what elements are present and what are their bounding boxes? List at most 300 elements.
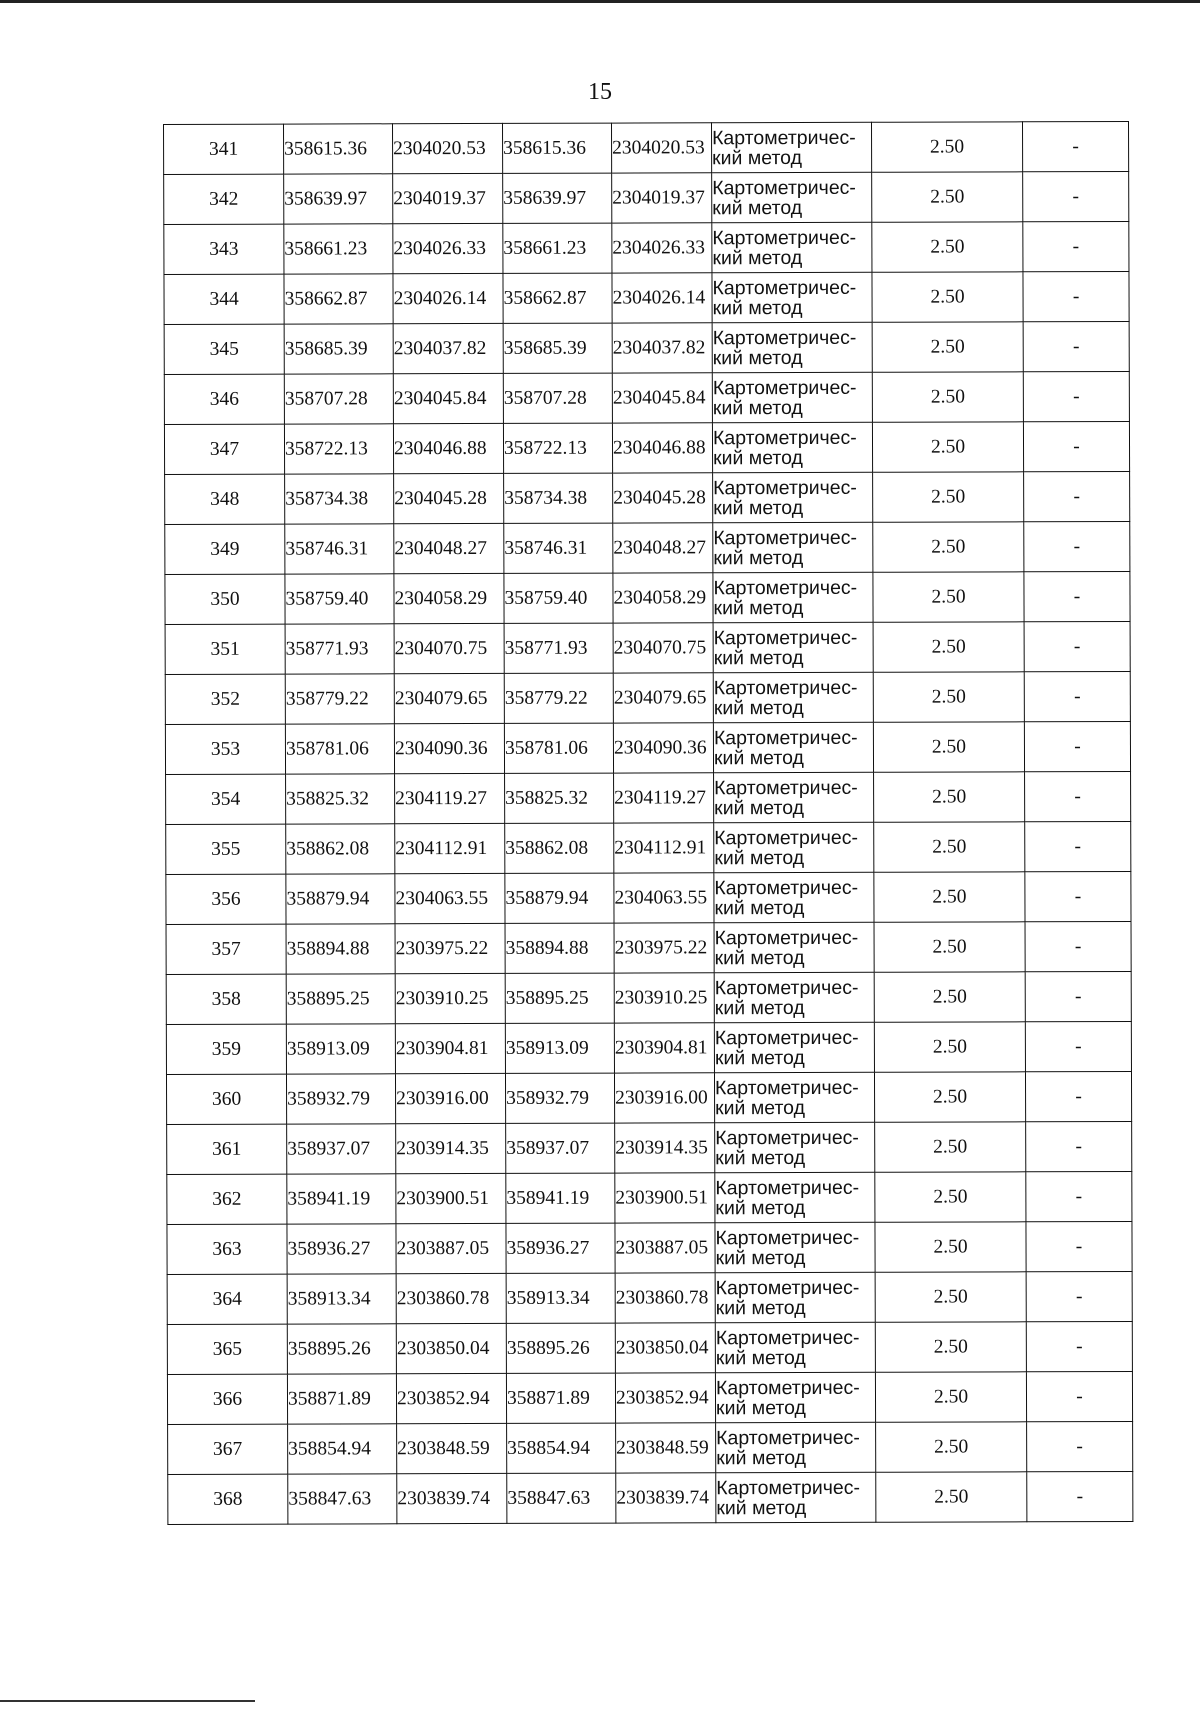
accuracy-cell: 2.50 bbox=[873, 522, 1024, 572]
y-coordinate-cell: 2304048.27 bbox=[613, 523, 713, 573]
note-cell: - bbox=[1027, 1421, 1133, 1471]
y-coordinate-cell: 2303916.00 bbox=[395, 1073, 505, 1123]
method-text-line2: кий метод bbox=[713, 446, 803, 469]
table-row bbox=[166, 821, 1131, 874]
point-number-cell: 358 bbox=[166, 974, 286, 1024]
top-border-line bbox=[0, 0, 1200, 3]
method-cell bbox=[714, 772, 874, 823]
note-cell: - bbox=[1025, 821, 1131, 871]
x-coordinate-cell: 358615.36 bbox=[502, 123, 611, 173]
accuracy-cell: 2.50 bbox=[872, 372, 1023, 422]
y-coordinate-cell: 2303975.22 bbox=[614, 923, 714, 973]
x-coordinate-cell: 358639.97 bbox=[503, 173, 612, 223]
note-cell: - bbox=[1025, 1071, 1131, 1121]
y-coordinate-cell: 2303904.81 bbox=[395, 1023, 505, 1073]
accuracy-cell: 2.50 bbox=[873, 472, 1024, 522]
x-coordinate-cell: 358759.40 bbox=[504, 573, 613, 623]
note-cell: - bbox=[1024, 471, 1130, 521]
method-text-line2: кий метод bbox=[713, 546, 804, 569]
y-coordinate-cell: 2303850.04 bbox=[615, 1323, 715, 1373]
x-coordinate-cell: 358781.06 bbox=[285, 724, 394, 774]
table-row bbox=[164, 321, 1129, 374]
table-row bbox=[168, 1471, 1133, 1524]
y-coordinate-cell: 2304045.84 bbox=[612, 373, 712, 423]
y-coordinate-cell: 2304112.91 bbox=[614, 823, 714, 873]
table-row bbox=[164, 171, 1129, 224]
x-coordinate-cell: 358746.31 bbox=[504, 523, 613, 573]
note-cell: - bbox=[1023, 271, 1129, 321]
y-coordinate-cell: 2303900.51 bbox=[615, 1173, 715, 1223]
accuracy-cell: 2.50 bbox=[875, 1222, 1026, 1272]
accuracy-cell: 2.50 bbox=[873, 722, 1024, 772]
y-coordinate-cell: 2303852.94 bbox=[615, 1373, 715, 1423]
note-cell: - bbox=[1025, 971, 1131, 1021]
x-coordinate-cell: 358847.63 bbox=[507, 1473, 616, 1523]
point-number-cell: 364 bbox=[167, 1274, 287, 1324]
y-coordinate-cell: 2304026.33 bbox=[612, 223, 712, 273]
note-cell: - bbox=[1027, 1471, 1133, 1521]
method-text-line2: кий метод bbox=[714, 996, 805, 1019]
accuracy-cell: 2.50 bbox=[875, 1272, 1026, 1322]
accuracy-cell: 2.50 bbox=[874, 972, 1025, 1022]
method-cell bbox=[712, 272, 872, 323]
method-cell bbox=[714, 972, 874, 1023]
method-text-line1: Картометричес- bbox=[715, 1176, 860, 1199]
method-cell bbox=[714, 1022, 874, 1073]
y-coordinate-cell: 2304119.27 bbox=[614, 773, 714, 823]
x-coordinate-cell: 358734.38 bbox=[504, 473, 613, 523]
y-coordinate-cell: 2303848.59 bbox=[616, 1423, 716, 1473]
table-row bbox=[164, 271, 1129, 324]
note-cell: - bbox=[1025, 1021, 1131, 1071]
method-text-line1: Картометричес- bbox=[712, 376, 857, 399]
method-cell bbox=[712, 422, 872, 473]
method-text-line2: кий метод bbox=[713, 746, 804, 769]
table-row bbox=[167, 1321, 1132, 1374]
y-coordinate-cell: 2304079.65 bbox=[394, 673, 504, 723]
table-row bbox=[166, 921, 1131, 974]
x-coordinate-cell: 358854.94 bbox=[288, 1424, 397, 1474]
accuracy-cell: 2.50 bbox=[873, 622, 1024, 672]
x-coordinate-cell: 358895.25 bbox=[505, 973, 614, 1023]
method-text-line2: кий метод bbox=[713, 496, 804, 519]
method-text-line1: Картометричес- bbox=[715, 1326, 860, 1349]
method-text-line1: Картометричес- bbox=[713, 576, 858, 599]
note-cell: - bbox=[1023, 421, 1129, 471]
method-text-line2: кий метод bbox=[713, 596, 804, 619]
method-cell bbox=[715, 1122, 875, 1173]
point-number-cell: 361 bbox=[167, 1124, 287, 1174]
method-text-line2: кий метод bbox=[714, 946, 805, 969]
y-coordinate-cell: 2303910.25 bbox=[614, 973, 714, 1023]
point-number-cell: 350 bbox=[165, 574, 285, 624]
method-cell bbox=[716, 1472, 876, 1523]
table-row bbox=[165, 571, 1130, 624]
method-cell bbox=[714, 872, 874, 923]
method-text-line2: кий метод bbox=[712, 246, 803, 269]
note-cell: - bbox=[1026, 1221, 1132, 1271]
y-coordinate-cell: 2304019.37 bbox=[612, 173, 712, 223]
method-text-line1: Картометричес- bbox=[714, 876, 859, 899]
method-text-line1: Картометричес- bbox=[714, 1026, 859, 1049]
method-cell bbox=[714, 922, 874, 973]
method-text-line1: Картометричес- bbox=[715, 1226, 860, 1249]
method-cell bbox=[713, 622, 873, 673]
note-cell: - bbox=[1026, 1171, 1132, 1221]
x-coordinate-cell: 358734.38 bbox=[285, 474, 394, 524]
note-cell: - bbox=[1026, 1271, 1132, 1321]
method-text-line2: кий метод bbox=[715, 1096, 805, 1119]
accuracy-cell: 2.50 bbox=[876, 1472, 1027, 1522]
method-cell bbox=[713, 672, 873, 723]
table-row bbox=[164, 371, 1129, 424]
x-coordinate-cell: 358662.87 bbox=[503, 273, 612, 323]
accuracy-cell: 2.50 bbox=[874, 1022, 1025, 1072]
table-row bbox=[167, 1271, 1132, 1324]
point-number-cell: 359 bbox=[166, 1024, 286, 1074]
method-text-line1: Картометричес- bbox=[712, 176, 856, 199]
point-number-cell: 355 bbox=[166, 824, 286, 874]
method-cell bbox=[715, 1322, 875, 1373]
x-coordinate-cell: 358746.31 bbox=[285, 524, 394, 574]
table-row bbox=[167, 1171, 1132, 1224]
y-coordinate-cell: 2304020.53 bbox=[611, 123, 711, 173]
y-coordinate-cell: 2304058.29 bbox=[613, 573, 713, 623]
method-text-line1: Картометричес- bbox=[713, 476, 857, 499]
point-number-cell: 354 bbox=[166, 774, 286, 824]
x-coordinate-cell: 358847.63 bbox=[288, 1474, 397, 1524]
note-cell: - bbox=[1025, 771, 1131, 821]
table-row bbox=[166, 771, 1131, 824]
note-cell: - bbox=[1022, 121, 1128, 171]
method-text-line1: Картометричес- bbox=[715, 1376, 860, 1399]
method-text-line1: Картометричес- bbox=[713, 676, 858, 699]
method-cell bbox=[715, 1222, 875, 1273]
x-coordinate-cell: 358759.40 bbox=[285, 574, 394, 624]
page-number: 15 bbox=[588, 79, 612, 105]
x-coordinate-cell: 358913.34 bbox=[506, 1273, 615, 1323]
note-cell: - bbox=[1023, 171, 1129, 221]
table-row bbox=[167, 1221, 1132, 1274]
table-row bbox=[166, 871, 1131, 924]
note-cell: - bbox=[1026, 1371, 1132, 1421]
y-coordinate-cell: 2303860.78 bbox=[615, 1273, 715, 1323]
x-coordinate-cell: 358707.28 bbox=[284, 374, 393, 424]
accuracy-cell: 2.50 bbox=[871, 122, 1022, 172]
y-coordinate-cell: 2304063.55 bbox=[614, 873, 714, 923]
method-text-line1: Картометричес- bbox=[714, 1076, 859, 1099]
x-coordinate-cell: 358661.23 bbox=[503, 223, 612, 273]
method-text-line1: Картометричес- bbox=[712, 276, 857, 299]
method-cell bbox=[713, 522, 873, 573]
method-text-line2: кий метод bbox=[713, 696, 804, 719]
method-cell bbox=[714, 1072, 874, 1123]
x-coordinate-cell: 358771.93 bbox=[285, 624, 394, 674]
point-number-cell: 365 bbox=[167, 1324, 287, 1374]
y-coordinate-cell: 2304063.55 bbox=[395, 873, 505, 923]
method-text-line2: кий метод bbox=[715, 1246, 806, 1269]
x-coordinate-cell: 358895.26 bbox=[506, 1323, 615, 1373]
x-coordinate-cell: 358871.89 bbox=[506, 1373, 615, 1423]
method-text-line2: кий метод bbox=[714, 846, 805, 869]
x-coordinate-cell: 358937.07 bbox=[287, 1124, 396, 1174]
y-coordinate-cell: 2303975.22 bbox=[395, 923, 505, 973]
table-row bbox=[166, 971, 1131, 1024]
table-row bbox=[167, 1371, 1132, 1424]
method-cell bbox=[713, 472, 873, 523]
method-cell bbox=[712, 372, 872, 423]
note-cell: - bbox=[1026, 1121, 1132, 1171]
method-text-line2: кий метод bbox=[716, 1496, 807, 1519]
y-coordinate-cell: 2304046.88 bbox=[393, 423, 503, 473]
y-coordinate-cell: 2304026.14 bbox=[612, 273, 712, 323]
x-coordinate-cell: 358685.39 bbox=[503, 323, 612, 373]
y-coordinate-cell: 2304119.27 bbox=[395, 773, 505, 823]
point-number-cell: 345 bbox=[164, 324, 284, 374]
table-row bbox=[164, 221, 1129, 274]
x-coordinate-cell: 358913.09 bbox=[505, 1023, 614, 1073]
y-coordinate-cell: 2304020.53 bbox=[393, 123, 503, 173]
point-number-cell: 344 bbox=[164, 274, 284, 324]
note-cell: - bbox=[1023, 321, 1129, 371]
accuracy-cell: 2.50 bbox=[872, 322, 1023, 372]
method-text-line1: Картометричес- bbox=[714, 926, 859, 949]
table-row bbox=[168, 1421, 1133, 1474]
method-cell bbox=[713, 572, 873, 623]
accuracy-cell: 2.50 bbox=[874, 872, 1025, 922]
coordinates-table bbox=[163, 121, 1133, 1525]
note-cell: - bbox=[1026, 1321, 1132, 1371]
method-text-line2: кий метод bbox=[714, 896, 805, 919]
method-cell bbox=[715, 1272, 875, 1323]
method-text-line2: кий метод bbox=[715, 1296, 806, 1319]
accuracy-cell: 2.50 bbox=[875, 1122, 1026, 1172]
accuracy-cell: 2.50 bbox=[876, 1422, 1027, 1472]
method-cell bbox=[715, 1372, 875, 1423]
note-cell: - bbox=[1023, 221, 1129, 271]
table-row bbox=[167, 1121, 1132, 1174]
x-coordinate-cell: 358825.32 bbox=[286, 774, 395, 824]
y-coordinate-cell: 2304090.36 bbox=[613, 723, 713, 773]
accuracy-cell: 2.50 bbox=[875, 1372, 1026, 1422]
x-coordinate-cell: 358781.06 bbox=[504, 723, 613, 773]
y-coordinate-cell: 2303914.35 bbox=[396, 1123, 506, 1173]
method-text-line2: кий метод bbox=[714, 1046, 805, 1069]
y-coordinate-cell: 2304046.88 bbox=[612, 423, 712, 473]
method-text-line1: Картометричес- bbox=[714, 776, 858, 799]
y-coordinate-cell: 2303916.00 bbox=[614, 1073, 714, 1123]
method-text-line2: кий метод bbox=[712, 346, 803, 369]
method-text-line1: Картометричес- bbox=[712, 126, 856, 149]
method-text-line1: Картометричес- bbox=[712, 226, 857, 249]
method-cell bbox=[711, 122, 871, 173]
table-row bbox=[165, 521, 1130, 574]
point-number-cell: 362 bbox=[167, 1174, 287, 1224]
point-number-cell: 348 bbox=[165, 474, 285, 524]
table-row bbox=[166, 1021, 1131, 1074]
x-coordinate-cell: 358615.36 bbox=[284, 124, 393, 174]
table-row bbox=[164, 121, 1129, 174]
method-cell bbox=[715, 1172, 875, 1223]
point-number-cell: 367 bbox=[168, 1424, 288, 1474]
y-coordinate-cell: 2303839.74 bbox=[397, 1473, 507, 1523]
table-row bbox=[165, 471, 1130, 524]
x-coordinate-cell: 358722.13 bbox=[503, 423, 612, 473]
table-row bbox=[165, 671, 1130, 724]
x-coordinate-cell: 358941.19 bbox=[287, 1174, 396, 1224]
method-text-line1: Картометричес- bbox=[714, 976, 859, 999]
point-number-cell: 356 bbox=[166, 874, 286, 924]
y-coordinate-cell: 2304045.84 bbox=[393, 373, 503, 423]
x-coordinate-cell: 358771.93 bbox=[504, 623, 613, 673]
x-coordinate-cell: 358779.22 bbox=[504, 673, 613, 723]
y-coordinate-cell: 2303900.51 bbox=[396, 1173, 506, 1223]
y-coordinate-cell: 2304112.91 bbox=[395, 823, 505, 873]
point-number-cell: 363 bbox=[167, 1224, 287, 1274]
point-number-cell: 353 bbox=[165, 724, 285, 774]
y-coordinate-cell: 2303910.25 bbox=[395, 973, 505, 1023]
x-coordinate-cell: 358879.94 bbox=[505, 873, 614, 923]
x-coordinate-cell: 358879.94 bbox=[286, 874, 395, 924]
y-coordinate-cell: 2304019.37 bbox=[393, 173, 503, 223]
method-text-line1: Картометричес- bbox=[714, 826, 858, 849]
method-text-line2: кий метод bbox=[716, 1396, 806, 1419]
point-number-cell: 343 bbox=[164, 224, 284, 274]
note-cell: - bbox=[1025, 921, 1131, 971]
accuracy-cell: 2.50 bbox=[874, 822, 1025, 872]
y-coordinate-cell: 2303852.94 bbox=[396, 1373, 506, 1423]
y-coordinate-cell: 2303860.78 bbox=[396, 1273, 506, 1323]
table-row bbox=[165, 721, 1130, 774]
x-coordinate-cell: 358932.79 bbox=[286, 1074, 395, 1124]
method-text-line1: Картометричес- bbox=[713, 626, 858, 649]
note-cell: - bbox=[1025, 871, 1131, 921]
y-coordinate-cell: 2304045.28 bbox=[613, 473, 713, 523]
y-coordinate-cell: 2303887.05 bbox=[396, 1223, 506, 1273]
accuracy-cell: 2.50 bbox=[874, 772, 1025, 822]
x-coordinate-cell: 358895.26 bbox=[287, 1324, 396, 1374]
point-number-cell: 349 bbox=[165, 524, 285, 574]
x-coordinate-cell: 358639.97 bbox=[284, 174, 393, 224]
point-number-cell: 351 bbox=[165, 624, 285, 674]
x-coordinate-cell: 358779.22 bbox=[285, 674, 394, 724]
method-text-line2: кий метод bbox=[712, 296, 803, 319]
x-coordinate-cell: 358662.87 bbox=[284, 274, 393, 324]
point-number-cell: 357 bbox=[166, 924, 286, 974]
point-number-cell: 366 bbox=[167, 1374, 287, 1424]
y-coordinate-cell: 2303887.05 bbox=[615, 1223, 715, 1273]
y-coordinate-cell: 2304045.28 bbox=[394, 473, 504, 523]
method-text-line1: Картометричес- bbox=[715, 1126, 859, 1149]
accuracy-cell: 2.50 bbox=[872, 272, 1023, 322]
x-coordinate-cell: 358825.32 bbox=[505, 773, 614, 823]
method-cell bbox=[714, 822, 874, 873]
table-row bbox=[165, 621, 1130, 674]
x-coordinate-cell: 358854.94 bbox=[507, 1423, 616, 1473]
table-row bbox=[166, 1071, 1131, 1124]
method-text-line2: кий метод bbox=[712, 196, 803, 219]
accuracy-cell: 2.50 bbox=[875, 1172, 1026, 1222]
note-cell: - bbox=[1024, 721, 1130, 771]
accuracy-cell: 2.50 bbox=[872, 172, 1023, 222]
point-number-cell: 360 bbox=[166, 1074, 286, 1124]
y-coordinate-cell: 2304079.65 bbox=[613, 673, 713, 723]
method-text-line2: кий метод bbox=[715, 1196, 806, 1219]
method-cell bbox=[716, 1422, 876, 1473]
y-coordinate-cell: 2304037.82 bbox=[393, 323, 503, 373]
y-coordinate-cell: 2304090.36 bbox=[394, 723, 504, 773]
x-coordinate-cell: 358707.28 bbox=[503, 373, 612, 423]
note-cell: - bbox=[1024, 671, 1130, 721]
x-coordinate-cell: 358913.34 bbox=[287, 1274, 396, 1324]
method-cell bbox=[712, 322, 872, 373]
point-number-cell: 346 bbox=[164, 374, 284, 424]
accuracy-cell: 2.50 bbox=[874, 1072, 1025, 1122]
x-coordinate-cell: 358894.88 bbox=[505, 923, 614, 973]
y-coordinate-cell: 2304070.75 bbox=[394, 623, 504, 673]
point-number-cell: 368 bbox=[168, 1474, 288, 1524]
y-coordinate-cell: 2304070.75 bbox=[613, 623, 713, 673]
method-text-line1: Картометричес- bbox=[712, 426, 857, 449]
x-coordinate-cell: 358895.25 bbox=[286, 974, 395, 1024]
table-row bbox=[164, 421, 1129, 474]
note-cell: - bbox=[1024, 521, 1130, 571]
x-coordinate-cell: 358913.09 bbox=[286, 1024, 395, 1074]
accuracy-cell: 2.50 bbox=[875, 1322, 1026, 1372]
x-coordinate-cell: 358932.79 bbox=[505, 1073, 614, 1123]
accuracy-cell: 2.50 bbox=[874, 922, 1025, 972]
note-cell: - bbox=[1023, 371, 1129, 421]
y-coordinate-cell: 2304026.33 bbox=[393, 223, 503, 273]
x-coordinate-cell: 358941.19 bbox=[506, 1173, 615, 1223]
method-text-line2: кий метод bbox=[716, 1446, 807, 1469]
accuracy-cell: 2.50 bbox=[872, 422, 1023, 472]
method-cell bbox=[712, 172, 872, 223]
x-coordinate-cell: 358936.27 bbox=[506, 1223, 615, 1273]
method-cell bbox=[712, 222, 872, 273]
method-text-line1: Картометричес- bbox=[712, 326, 857, 349]
method-text-line1: Картометричес- bbox=[716, 1476, 861, 1499]
method-text-line2: кий метод bbox=[712, 396, 803, 419]
x-coordinate-cell: 358685.39 bbox=[284, 324, 393, 374]
method-text-line2: кий метод bbox=[715, 1346, 806, 1369]
point-number-cell: 342 bbox=[164, 174, 284, 224]
method-text-line1: Картометричес- bbox=[715, 1276, 860, 1299]
method-text-line2: кий метод bbox=[713, 646, 804, 669]
y-coordinate-cell: 2303904.81 bbox=[614, 1023, 714, 1073]
y-coordinate-cell: 2304058.29 bbox=[394, 573, 504, 623]
method-text-line2: кий метод bbox=[714, 796, 805, 819]
accuracy-cell: 2.50 bbox=[873, 572, 1024, 622]
point-number-cell: 347 bbox=[164, 424, 284, 474]
x-coordinate-cell: 358722.13 bbox=[284, 424, 393, 474]
x-coordinate-cell: 358862.08 bbox=[505, 823, 614, 873]
method-text-line1: Картометричес- bbox=[713, 726, 858, 749]
y-coordinate-cell: 2303848.59 bbox=[397, 1423, 507, 1473]
y-coordinate-cell: 2303914.35 bbox=[615, 1123, 715, 1173]
accuracy-cell: 2.50 bbox=[872, 222, 1023, 272]
x-coordinate-cell: 358862.08 bbox=[286, 824, 395, 874]
method-cell bbox=[713, 722, 873, 773]
y-coordinate-cell: 2303850.04 bbox=[396, 1323, 506, 1373]
accuracy-cell: 2.50 bbox=[873, 672, 1024, 722]
method-text-line2: кий метод bbox=[712, 146, 803, 169]
y-coordinate-cell: 2304048.27 bbox=[394, 523, 504, 573]
y-coordinate-cell: 2304037.82 bbox=[612, 323, 712, 373]
point-number-cell: 352 bbox=[165, 674, 285, 724]
method-text-line2: кий метод bbox=[715, 1146, 806, 1169]
x-coordinate-cell: 358937.07 bbox=[506, 1123, 615, 1173]
